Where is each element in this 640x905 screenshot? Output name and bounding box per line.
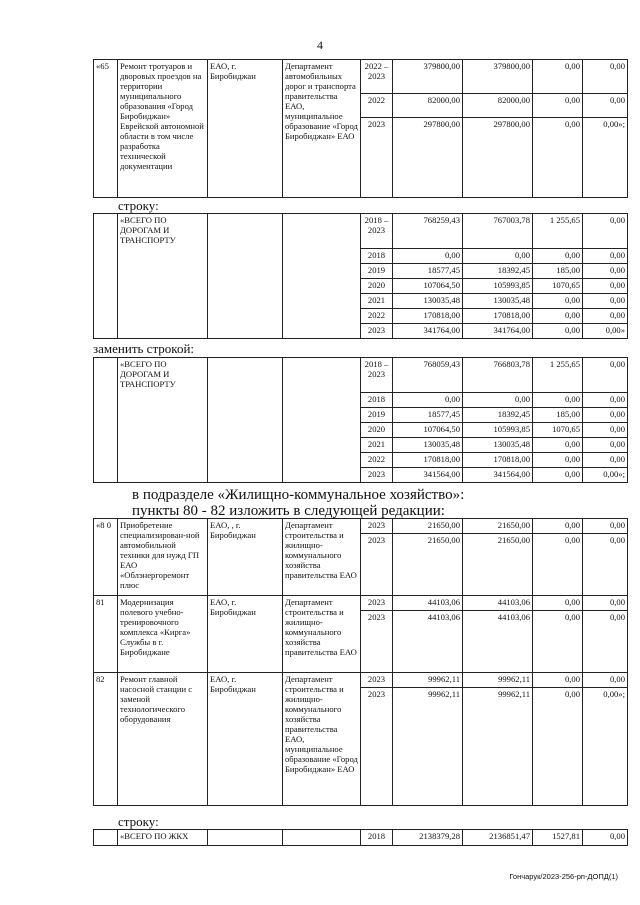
year-cell: 2018 <box>361 249 393 264</box>
amount-other: 0,00» <box>583 324 628 339</box>
amount-reg: 1 255,65 <box>533 214 583 249</box>
item-name: Ремонт тротуаров и дворовых проездов на территории муниципального образования «Город Биробиджан» Еврейской автономной области в том числе разработка технической документации <box>118 60 208 198</box>
amount-total: 0,00 <box>393 393 463 408</box>
item-number: «8 0 <box>94 519 118 596</box>
amount-reg: 0,00 <box>533 534 583 596</box>
amount-reg: 0,00 <box>533 468 583 483</box>
amount-total: 768259,43 <box>393 214 463 249</box>
item-number: 81 <box>94 596 118 673</box>
item-executor: Департамент строительства и жилищно-коммунального хозяйства правительства ЕАО <box>283 519 361 596</box>
amount-other: 0,00 <box>583 423 628 438</box>
amount-reg: 185,00 <box>533 264 583 279</box>
amount-total: 44103,06 <box>393 596 463 611</box>
amount-fed: 99962,11 <box>463 688 533 806</box>
item-name: Ремонт главной насосной станции с заменой технологического оборудования <box>118 673 208 806</box>
amount-fed: 105993,85 <box>463 423 533 438</box>
amount-reg: 0,00 <box>533 438 583 453</box>
amount-total: 170818,00 <box>393 309 463 324</box>
year-cell: 2018 – 2023 <box>361 214 393 249</box>
amount-fed: 2136851,47 <box>463 830 533 846</box>
amount-fed: 44103,06 <box>463 596 533 611</box>
amount-other: 0,00 <box>583 830 628 846</box>
amount-total: 130035,48 <box>393 438 463 453</box>
amount-fed: 0,00 <box>463 249 533 264</box>
total-label: «ВСЕГО ПО ЖКХ <box>118 830 208 846</box>
amount-fed: 0,00 <box>463 393 533 408</box>
item-executor: Департамент строительства и жилищно-коммунального хозяйства правительства ЕАО, муниципальное образование «Город Биробиджан» ЕАО <box>283 673 361 806</box>
amount-reg: 0,00 <box>533 294 583 309</box>
total-roads-new-table <box>93 357 628 483</box>
amount-total: 341564,00 <box>393 468 463 483</box>
year-cell: 2020 <box>361 423 393 438</box>
amount-total: 44103,06 <box>393 611 463 673</box>
amount-fed: 130035,48 <box>463 438 533 453</box>
amount-fed: 44103,06 <box>463 611 533 673</box>
amount-other: 0,00 <box>583 309 628 324</box>
amount-fed: 341764,00 <box>463 324 533 339</box>
amount-fed: 105993,85 <box>463 279 533 294</box>
item-executor: Департамент автомобильных дорог и транспорта правительства ЕАО, муниципальное образование «Город Биробиджан» ЕАО <box>283 60 361 198</box>
amount-fed: 99962,11 <box>463 673 533 688</box>
year-cell: 2018 <box>361 830 393 846</box>
item-number: «65 <box>94 60 118 198</box>
amount-total: 297800,00 <box>393 118 463 198</box>
amount-total: 0,00 <box>393 249 463 264</box>
page-number: 4 <box>317 38 323 52</box>
amount-total: 170818,00 <box>393 453 463 468</box>
amount-reg: 1070,65 <box>533 423 583 438</box>
amount-reg: 0,00 <box>533 118 583 198</box>
amount-reg: 0,00 <box>533 324 583 339</box>
item-place: ЕАО, , г. Биробиджан <box>208 519 283 596</box>
item-place: ЕАО, г. Биробиджан <box>208 673 283 806</box>
year-cell: 2023 <box>361 324 393 339</box>
amount-other: 0,00 <box>583 60 628 94</box>
amount-other: 0,00 <box>583 264 628 279</box>
amount-fed: 297800,00 <box>463 118 533 198</box>
amount-other: 0,00 <box>583 279 628 294</box>
amount-reg: 0,00 <box>533 60 583 94</box>
amount-other: 0,00 <box>583 438 628 453</box>
amount-reg: 0,00 <box>533 611 583 673</box>
year-cell: 2023 <box>361 611 393 673</box>
amount-other: 0,00 <box>583 611 628 673</box>
amount-reg: 0,00 <box>533 94 583 118</box>
year-cell: 2022 <box>361 94 393 118</box>
amount-reg: 0,00 <box>533 453 583 468</box>
item-executor: Департамент строительства и жилищно-коммунального хозяйства правительства ЕАО <box>283 596 361 673</box>
year-cell: 2021 <box>361 294 393 309</box>
amount-total: 107064,50 <box>393 423 463 438</box>
amount-fed: 766803,78 <box>463 358 533 393</box>
amount-other: 0,00 <box>583 519 628 534</box>
year-cell: 2018 <box>361 393 393 408</box>
amount-total: 99962,11 <box>393 688 463 806</box>
amount-other: 0,00 <box>583 408 628 423</box>
amount-fed: 21650,00 <box>463 519 533 534</box>
amount-fed: 170818,00 <box>463 309 533 324</box>
item-number: 82 <box>94 673 118 806</box>
year-cell: 2018 – 2023 <box>361 358 393 393</box>
amount-reg: 0,00 <box>533 393 583 408</box>
amount-total: 768059,43 <box>393 358 463 393</box>
amount-other: 0,00»; <box>583 688 628 806</box>
amount-total: 18577,45 <box>393 408 463 423</box>
amount-total: 2138379,28 <box>393 830 463 846</box>
amount-other: 0,00 <box>583 214 628 249</box>
amount-other: 0,00 <box>583 596 628 611</box>
amount-other: 0,00 <box>583 453 628 468</box>
footer-docref: Гончарук/2023-256-рп-ДОПД(1) <box>509 872 618 881</box>
amount-reg: 0,00 <box>533 249 583 264</box>
project-65-table <box>93 59 628 198</box>
label-stroku: строку: <box>118 814 159 829</box>
total-roads-old-table <box>93 213 628 339</box>
amount-total: 107064,50 <box>393 279 463 294</box>
item-place: ЕАО, г. Биробиджан <box>208 596 283 673</box>
total-label: «ВСЕГО ПО ДОРОГАМ И ТРАНСПОРТУ <box>118 214 208 339</box>
amount-other: 0,00 <box>583 94 628 118</box>
item-name: Приобретение специализирован-ной автомобильной техники для нужд ГП ЕАО «Облэнергоремонт плюс <box>118 519 208 596</box>
amount-total: 379800,00 <box>393 60 463 94</box>
year-cell: 2020 <box>361 279 393 294</box>
amount-reg: 185,00 <box>533 408 583 423</box>
amount-total: 82000,00 <box>393 94 463 118</box>
amount-fed: 18392,45 <box>463 264 533 279</box>
year-cell: 2023 <box>361 468 393 483</box>
amount-total: 99962,11 <box>393 673 463 688</box>
item-name: Модернизация полевого учебно-тренировочного комплекса «Кирга» Службы в г. Биробиджане <box>118 596 208 673</box>
amount-total: 21650,00 <box>393 534 463 596</box>
amount-fed: 170818,00 <box>463 453 533 468</box>
year-cell: 2023 <box>361 688 393 806</box>
amount-other: 0,00»; <box>583 468 628 483</box>
amount-fed: 341564,00 <box>463 468 533 483</box>
amount-reg: 0,00 <box>533 596 583 611</box>
subsection-line2: пункты 80 - 82 изложить в следующей редакции: <box>132 503 445 519</box>
amount-reg: 1527,81 <box>533 830 583 846</box>
year-cell: 2019 <box>361 408 393 423</box>
year-cell: 2023 <box>361 519 393 534</box>
total-label: «ВСЕГО ПО ДОРОГАМ И ТРАНСПОРТУ <box>118 358 208 483</box>
year-cell: 2022 <box>361 453 393 468</box>
amount-fed: 130035,48 <box>463 294 533 309</box>
amount-reg: 1070,65 <box>533 279 583 294</box>
year-cell: 2023 <box>361 118 393 198</box>
year-cell: 2023 <box>361 673 393 688</box>
amount-reg: 0,00 <box>533 673 583 688</box>
amount-other: 0,00 <box>583 534 628 596</box>
amount-other: 0,00 <box>583 393 628 408</box>
amount-other: 0,00 <box>583 358 628 393</box>
amount-reg: 0,00 <box>533 519 583 534</box>
amount-other: 0,00 <box>583 673 628 688</box>
amount-reg: 1 255,65 <box>533 358 583 393</box>
amount-total: 130035,48 <box>393 294 463 309</box>
amount-fed: 767003,78 <box>463 214 533 249</box>
amount-reg: 0,00 <box>533 309 583 324</box>
amount-other: 0,00 <box>583 294 628 309</box>
item-place: ЕАО, г. Биробиджан <box>208 60 283 198</box>
amount-fed: 379800,00 <box>463 60 533 94</box>
amount-fed: 82000,00 <box>463 94 533 118</box>
subsection-line1: в подразделе «Жилищно-коммунальное хозяйство»: <box>132 487 465 503</box>
label-stroku: строку: <box>118 198 159 213</box>
year-cell: 2022 – 2023 <box>361 60 393 94</box>
year-cell: 2023 <box>361 596 393 611</box>
amount-total: 21650,00 <box>393 519 463 534</box>
amount-other: 0,00 <box>583 249 628 264</box>
total-housing-table <box>93 829 628 846</box>
amount-fed: 18392,45 <box>463 408 533 423</box>
amount-other: 0,00»; <box>583 118 628 198</box>
year-cell: 2021 <box>361 438 393 453</box>
year-cell: 2019 <box>361 264 393 279</box>
amount-reg: 0,00 <box>533 688 583 806</box>
year-cell: 2023 <box>361 534 393 596</box>
housing-items-table <box>93 518 628 806</box>
year-cell: 2022 <box>361 309 393 324</box>
amount-total: 341764,00 <box>393 324 463 339</box>
label-replace: заменить строкой: <box>93 341 195 356</box>
amount-total: 18577,45 <box>393 264 463 279</box>
amount-fed: 21650,00 <box>463 534 533 596</box>
